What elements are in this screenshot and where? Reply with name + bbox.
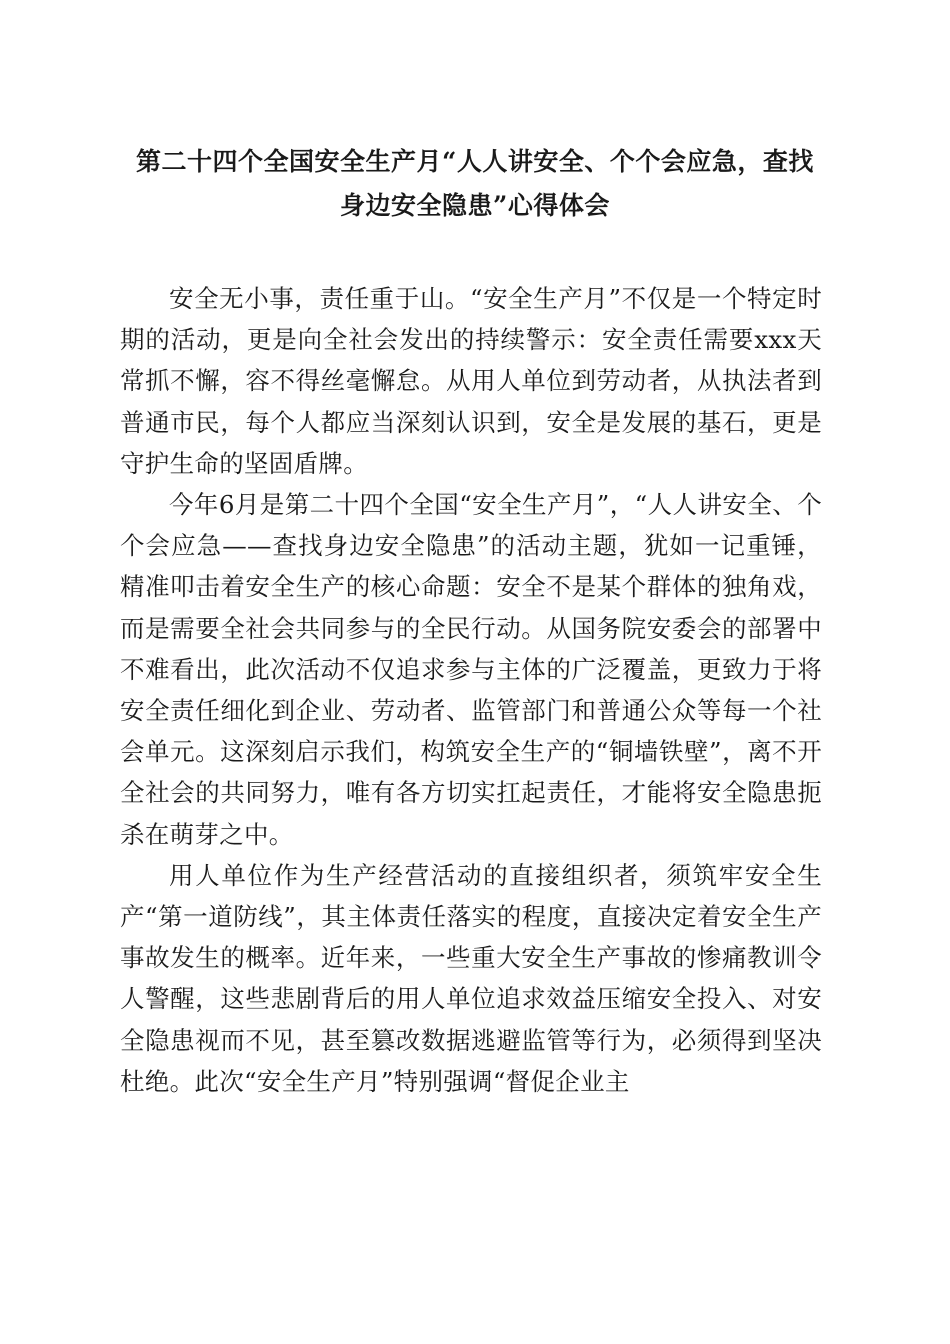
document-body [120, 278, 822, 1102]
paragraph-2: 今年6月是第二十四个全国“安全生产月”，“人人讲安全、个个会应急——查找身边安全隐患”的活动主题，犹如一记重锤，精准叩击着安全生产的核心命题：安全不是某个群体的独角戏，而是需要全社会共同参与的全民行动。从国务院安委会的部署中不难看出，此次活动不仅追求参与主体的广泛覆盖，更致力于将安全责任细化到企业、劳动者、监管部门和普通公众等每一个社会单元。这深刻启示我们，构筑安全生产的“铜墙铁壁”，离不开全社会的共同努力，唯有各方切实扛起责任，才能将安全隐患扼杀在萌芽之中。 [120, 490, 822, 849]
paragraph-3: 用人单位作为生产经营活动的直接组织者，须筑牢安全生产“第一道防线”，其主体责任落实的程度，直接决定着安全生产事故发生的概率。近年来，一些重大安全生产事故的惨痛教训令人警醒，这些悲剧背后的用人单位追求效益压缩安全投入、对安全隐患视而不见，甚至篡改数据逃避监管等行为，必须得到坚决杜绝。此次“安全生产月”特别强调“督促企业主 [120, 860, 822, 1096]
document-title [120, 140, 830, 228]
paragraph-1: 安全无小事，责任重于山。“安全生产月”不仅是一个特定时期的活动，更是向全社会发出的持续警示：安全责任需要xxx天常抓不懈，容不得丝毫懈怠。从用人单位到劳动者，从执法者到普通市民，每个人都应当深刻认识到，安全是发展的基石，更是守护生命的坚固盾牌。 [120, 284, 822, 478]
title-line-2: 身边安全隐患”心得体会 [340, 191, 610, 220]
title-line-1: 第二十四个全国安全生产月“人人讲安全、个个会应急，查找 [136, 147, 814, 176]
